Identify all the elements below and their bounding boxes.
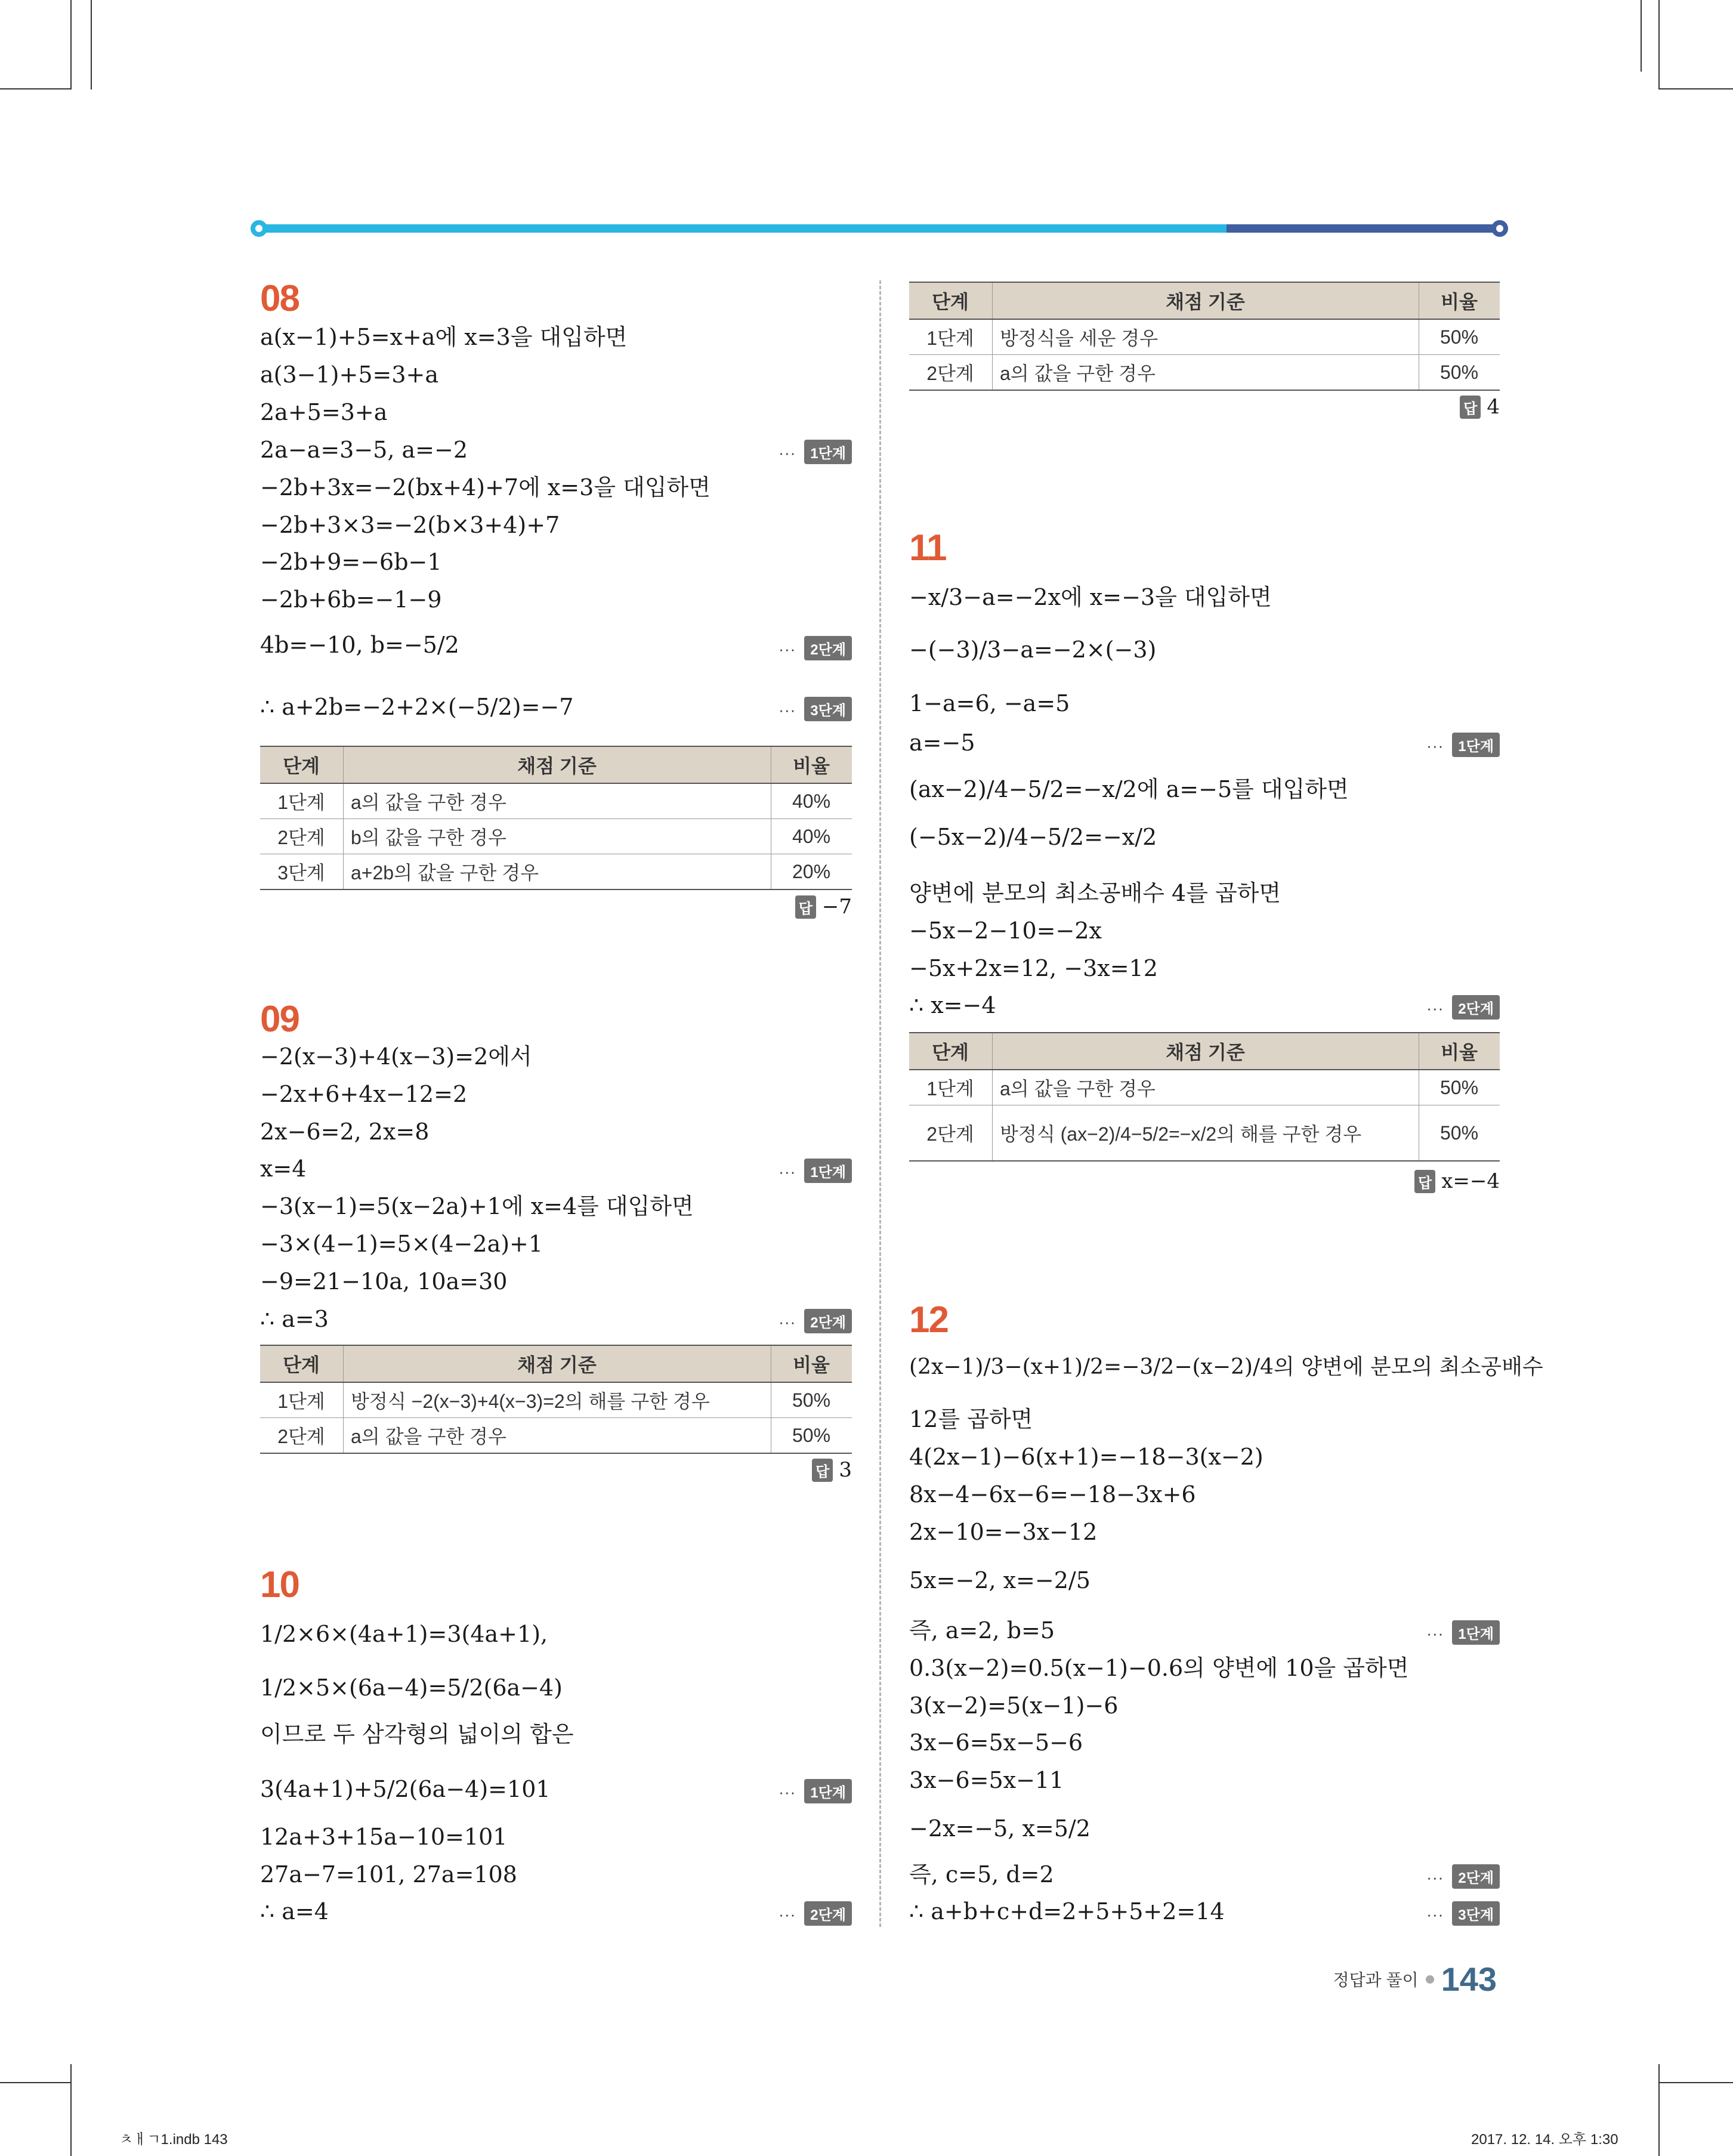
solution-line: ∴ a=4 [260,1898,329,1925]
crop-mark [1658,0,1660,89]
answer: 답 x=−4 [1414,1169,1500,1193]
step-marker: ··· 1단계 [1426,1620,1500,1645]
table-header: 채점 기준 [993,282,1419,319]
solution-line: 27a−7=101, 27a=108 [260,1861,517,1888]
grading-table [909,282,1500,391]
table-header: 채점 기준 [344,1345,771,1382]
step-marker: ··· 2단계 [1426,995,1500,1020]
crop-mark [70,0,72,89]
solution-line: 3x−6=5x−11 [909,1767,1064,1793]
solution-line: 3(4a+1)+5/2(6a−4)=101 [260,1776,551,1802]
step-marker: ··· 2단계 [779,1901,852,1926]
table-header: 채점 기준 [344,746,771,783]
table-header: 비율 [771,1345,852,1382]
solution-line: ∴ x=−4 [909,992,996,1018]
table-row: 1단계 a의 값을 구한 경우 50% [909,1070,1500,1105]
solution-line: 12를 곱하면 [909,1406,1033,1432]
problem-number: 10 [260,1564,299,1605]
solution-line: −x/3−a=−2x에 x=−3을 대입하면 [909,584,1272,610]
step-marker: ··· 1단계 [779,1159,852,1183]
table-row: 1단계 a의 값을 구한 경우 40% [260,783,852,819]
step-marker: ··· 1단계 [779,440,852,464]
left-column [260,274,852,1945]
bullet-icon [1426,1975,1434,1984]
solution-line: 즉, a=2, b=5 [909,1617,1055,1644]
print-slug-date: 2017. 12. 14. 오후 1:30 [1471,2132,1618,2148]
grading-table [260,746,852,890]
solution-line: 0.3(x−2)=0.5(x−1)−0.6의 양변에 10을 곱하면 [909,1655,1409,1681]
answer: 답 3 [812,1458,852,1482]
answer: 답 4 [1460,395,1500,419]
page-number: 143 [1441,1960,1497,1998]
table-header: 단계 [260,746,344,783]
solution-line: (2x−1)/3−(x+1)/2=−3/2−(x−2)/4의 양변에 분모의 최소공배수 [909,1355,1543,1379]
solution-line: −2x+6+4x−12=2 [260,1081,468,1107]
step-marker: ··· 1단계 [779,1779,852,1803]
problem-number: 12 [909,1299,948,1340]
solution-line: ∴ a+b+c+d=2+5+5+2=14 [909,1898,1225,1925]
solution-line: 2x−6=2, 2x=8 [260,1119,430,1145]
solution-line: 3(x−2)=5(x−1)−6 [909,1692,1119,1719]
solution-line: 양변에 분모의 최소공배수 4를 곱하면 [909,880,1281,906]
solution-line: x=4 [260,1156,307,1182]
solution-line: 4(2x−1)−6(x+1)=−18−3(x−2) [909,1444,1264,1470]
crop-mark [70,2064,72,2156]
solution-line: 4b=−10, b=−5/2 [260,632,459,658]
problem-number: 08 [260,278,299,319]
solution-line: 3x−6=5x−5−6 [909,1729,1083,1756]
solution-line: 1−a=6, −a=5 [909,690,1070,716]
crop-mark [1658,2082,1733,2083]
table-header: 비율 [1419,1033,1500,1070]
table-row: 1단계 방정식 −2(x−3)+4(x−3)=2의 해를 구한 경우 50% [260,1382,852,1418]
table-row: 2단계 a의 값을 구한 경우 50% [260,1418,852,1454]
table-header: 비율 [771,746,852,783]
solution-line: (ax−2)/4−5/2=−x/2에 a=−5를 대입하면 [909,776,1349,802]
crop-mark [1658,88,1733,89]
solution-line: −2b+3×3=−2(b×3+4)+7 [260,512,560,538]
section-label: 정답과 풀이 [1333,1970,1419,1990]
step-marker: ··· 1단계 [1426,733,1500,757]
solution-line: −3(x−1)=5(x−2a)+1에 x=4를 대입하면 [260,1193,694,1219]
grading-table [260,1345,852,1454]
solution-line: 8x−4−6x−6=−18−3x+6 [909,1481,1196,1508]
solution-line: −5x−2−10=−2x [909,918,1102,944]
problem-number: 11 [909,527,946,569]
print-slug-file: ㅊㅐㄱ1.indb 143 [119,2132,228,2148]
solution-line: (−5x−2)/4−5/2=−x/2 [909,824,1157,850]
table-row: 2단계 b의 값을 구한 경우 40% [260,819,852,854]
header-bar [251,220,1508,236]
solution-line: ∴ a+2b=−2+2×(−5/2)=−7 [260,694,574,720]
solution-line: 1/2×6×(4a+1)=3(4a+1), [260,1621,548,1647]
right-column [909,274,1543,1945]
crop-mark [1658,2064,1660,2156]
table-row: 2단계 a의 값을 구한 경우 50% [909,355,1500,391]
crop-mark [0,88,72,89]
solution-line: −2x=−5, x=5/2 [909,1815,1091,1842]
solution-line: −2(x−3)+4(x−3)=2에서 [260,1043,532,1070]
solution-line: a(x−1)+5=x+a에 x=3을 대입하면 [260,324,628,350]
crop-mark [0,2082,72,2083]
problem-number: 09 [260,999,299,1040]
solution-line: −2b+9=−6b−1 [260,549,442,575]
solution-line: −2b+3x=−2(bx+4)+7에 x=3을 대입하면 [260,474,711,501]
solution-line: −(−3)/3−a=−2×(−3) [909,637,1157,663]
table-header: 단계 [260,1345,344,1382]
solution-line: 1/2×5×(6a−4)=5/2(6a−4) [260,1675,563,1701]
table-row: 2단계 방정식 (ax−2)/4−5/2=−x/2의 해를 구한 경우 50% [909,1105,1500,1162]
solution-line: 2a−a=3−5, a=−2 [260,437,468,463]
solution-line: 즉, c=5, d=2 [909,1861,1054,1888]
solution-line: a(3−1)+5=3+a [260,362,439,388]
solution-line: −3×(4−1)=5×(4−2a)+1 [260,1231,543,1257]
solution-line: −2b+6b=−1−9 [260,586,442,613]
solution-line: −5x+2x=12, −3x=12 [909,955,1158,981]
solution-line: 이므로 두 삼각형의 넓이의 합은 [260,1721,574,1747]
table-header: 비율 [1419,282,1500,319]
table-header: 단계 [909,1033,993,1070]
page-footer [1333,1960,1497,1999]
step-marker: ··· 3단계 [1426,1901,1500,1926]
solution-line: 2x−10=−3x−12 [909,1519,1098,1545]
grading-table [909,1032,1500,1162]
table-header: 채점 기준 [993,1033,1419,1070]
step-marker: ··· 2단계 [779,1309,852,1333]
column-divider [879,280,881,1927]
table-row: 3단계 a+2b의 값을 구한 경우 20% [260,854,852,890]
solution-line: 12a+3+15a−10=101 [260,1824,508,1850]
crop-mark [1641,0,1642,72]
step-marker: ··· 3단계 [779,697,852,721]
solution-line: 5x=−2, x=−2/5 [909,1567,1091,1593]
solution-line: 2a+5=3+a [260,399,388,425]
solution-line: −9=21−10a, 10a=30 [260,1268,508,1295]
step-marker: ··· 2단계 [1426,1864,1500,1889]
solution-line: a=−5 [909,730,975,756]
table-header: 단계 [909,282,993,319]
answer: 답 −7 [795,895,852,919]
step-marker: ··· 2단계 [779,636,852,660]
crop-mark [91,0,92,89]
table-row: 1단계 방정식을 세운 경우 50% [909,319,1500,355]
solution-line: ∴ a=3 [260,1306,329,1332]
